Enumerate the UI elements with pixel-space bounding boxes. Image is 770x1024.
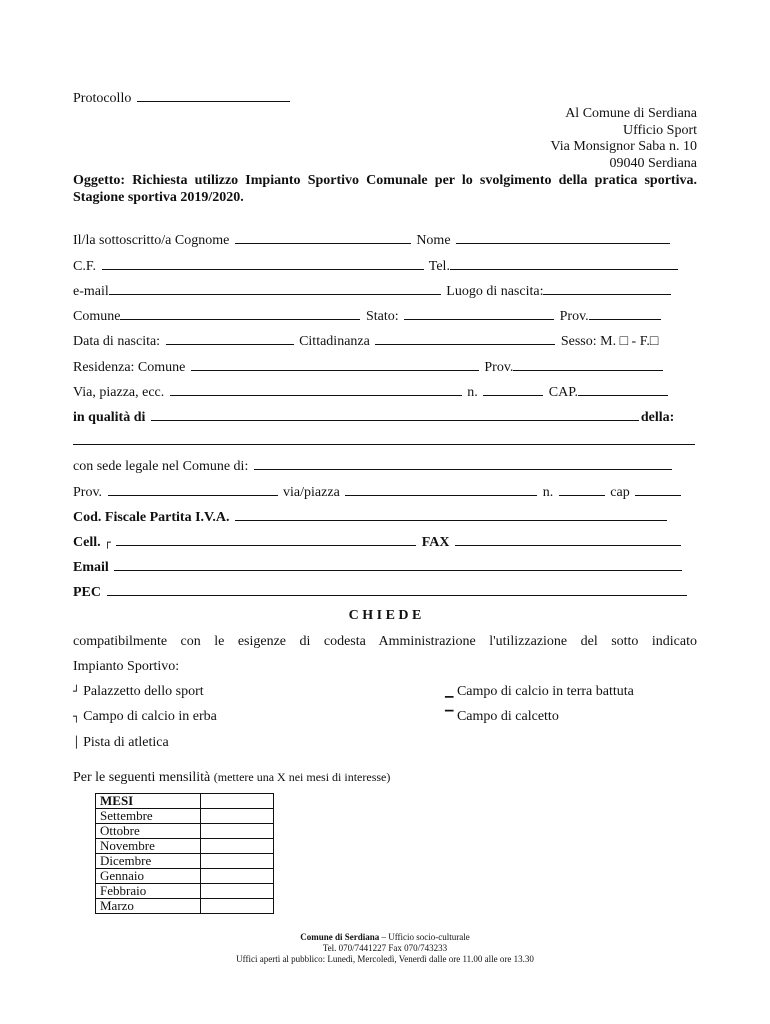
data-nascita-field[interactable]: [166, 331, 294, 345]
mese-check-cell[interactable]: [201, 809, 274, 824]
cf-label: C.F.: [73, 259, 97, 274]
checkbox-icon[interactable]: │: [73, 736, 80, 749]
cognome-label: Il/la sottoscritto/a Cognome: [73, 233, 230, 248]
prov-label: Prov.: [559, 309, 589, 324]
row-qualita: [73, 407, 674, 426]
footer-org: Comune di Serdiana: [300, 932, 380, 942]
mensilita-line: [73, 769, 390, 786]
pec-label: PEC: [73, 585, 101, 600]
qualita-field[interactable]: [151, 407, 639, 421]
option-calcetto[interactable]: [445, 708, 559, 725]
table-row: [96, 824, 274, 839]
cap-label: CAP.: [548, 385, 578, 400]
prov2-field[interactable]: [513, 357, 663, 371]
row-pec: [73, 582, 689, 601]
option-terra-battuta[interactable]: [445, 683, 634, 700]
mese-label: Dicembre: [96, 854, 201, 869]
table-row: [96, 869, 274, 884]
stato-field[interactable]: [404, 306, 554, 320]
cod-fiscale-field[interactable]: [235, 507, 667, 521]
row-comune-stato-prov: [73, 306, 663, 325]
table-row: [96, 854, 274, 869]
row-residenza: [73, 357, 665, 376]
cap2-label: cap: [610, 485, 630, 500]
fax-label: FAX: [421, 535, 450, 550]
luogo-nascita-label: Luogo di nascita:: [446, 284, 544, 299]
table-row: [96, 884, 274, 899]
option-pista[interactable]: [73, 734, 169, 751]
cognome-field[interactable]: [235, 230, 411, 244]
checkbox-icon[interactable]: ┘: [73, 685, 80, 698]
pec-field[interactable]: [107, 582, 687, 596]
recipient-line-4: 09040 Serdiana: [609, 156, 697, 171]
nome-field[interactable]: [456, 230, 670, 244]
footer-hours: Uffici aperti al pubblico: Lunedì, Mercoledì, Venerdì dalle ore 11.00 alle ore 13.30: [236, 954, 534, 964]
oggetto-text: Oggetto: Richiesta utilizzo Impianto Sportivo Comunale per lo svolgimento della pratica sportiva. Stagione sportiva 2019/2020.: [73, 173, 697, 205]
tel-label: Tel.: [428, 259, 450, 274]
cap-field[interactable]: [578, 382, 668, 396]
footer-contacts: Tel. 070/7441227 Fax 070/743233: [322, 943, 448, 953]
fax-field[interactable]: [455, 532, 681, 546]
sede-legale-field[interactable]: [254, 456, 672, 470]
n2-label: n.: [542, 485, 554, 500]
mese-label: Marzo: [96, 899, 201, 914]
prov-field[interactable]: [589, 306, 661, 320]
protocollo-label: Protocollo: [73, 91, 132, 106]
mesi-table: [95, 793, 274, 914]
row-cf-tel: [73, 256, 680, 275]
row-email-luogo: [73, 281, 673, 300]
via-label: Via, piazza, ecc.: [73, 385, 165, 400]
row-sede-indirizzo: [73, 482, 683, 501]
recipient-line-3: Via Monsignor Saba n. 10: [550, 139, 697, 154]
corner-mark-icon: ┌: [104, 536, 111, 549]
n-field[interactable]: [483, 382, 543, 396]
protocollo-line: [73, 88, 292, 107]
cell-field[interactable]: [116, 532, 416, 546]
mese-check-cell[interactable]: [201, 899, 274, 914]
comune-label: Comune: [73, 309, 121, 324]
email2-label: Email: [73, 560, 109, 575]
mese-check-cell[interactable]: [201, 839, 274, 854]
table-row: [96, 839, 274, 854]
footer-line-1: [0, 932, 770, 942]
nome-label: Nome: [416, 233, 451, 248]
row-cod-fiscale: [73, 507, 669, 526]
mesi-header: MESI: [96, 794, 201, 809]
row-email2: [73, 557, 684, 576]
residenza-field[interactable]: [191, 357, 479, 371]
row-nascita-cittadinanza-sesso: [73, 331, 658, 350]
luogo-nascita-field[interactable]: [543, 281, 671, 295]
footer-office: – Ufficio socio-culturale: [381, 932, 470, 942]
della-field[interactable]: [73, 444, 695, 445]
cod-fiscale-label: Cod. Fiscale Partita I.V.A.: [73, 510, 230, 525]
erba-label: Campo di calcio in erba: [83, 709, 217, 724]
mese-label: Novembre: [96, 839, 201, 854]
checkbox-icon[interactable]: ▔: [445, 710, 454, 723]
cf-field[interactable]: [102, 256, 424, 270]
recipient-line-1: Al Comune di Serdiana: [565, 106, 697, 121]
row-cognome-nome: [73, 230, 672, 249]
protocollo-field[interactable]: [137, 88, 290, 102]
row-sede-legale: [73, 456, 674, 475]
pista-label: Pista di atletica: [83, 735, 169, 750]
stato-label: Stato:: [365, 309, 399, 324]
checkbox-icon[interactable]: ▁: [445, 685, 454, 698]
residenza-label: Residenza: Comune: [73, 360, 186, 375]
table-row: [96, 794, 274, 809]
mese-label: Settembre: [96, 809, 201, 824]
via-piazza-label: via/piazza: [283, 485, 340, 500]
sesso-label[interactable]: Sesso: M. □ - F.□: [560, 334, 659, 349]
prov3-label: Prov.: [73, 485, 103, 500]
mese-label: Ottobre: [96, 824, 201, 839]
email2-field[interactable]: [114, 557, 682, 571]
mesi-header-cell: [201, 794, 274, 809]
checkbox-icon[interactable]: ┐: [73, 710, 80, 723]
calcetto-label: Campo di calcetto: [456, 709, 559, 724]
della-label: della:: [640, 410, 675, 425]
via-field[interactable]: [170, 382, 462, 396]
option-erba[interactable]: [73, 708, 217, 725]
sede-legale-label: con sede legale nel Comune di:: [73, 459, 249, 474]
chiede-heading: C H I E D E: [348, 608, 422, 623]
via-piazza-field[interactable]: [345, 482, 537, 496]
cittadinanza-label: Cittadinanza: [299, 334, 370, 349]
mese-check-cell[interactable]: [201, 869, 274, 884]
mese-check-cell[interactable]: [201, 884, 274, 899]
comune-field[interactable]: [120, 306, 360, 320]
table-row: [96, 899, 274, 914]
cittadinanza-field[interactable]: [375, 331, 555, 345]
body-line-2: Impianto Sportivo:: [73, 659, 180, 674]
email-field[interactable]: [109, 281, 441, 295]
mese-check-cell[interactable]: [201, 824, 274, 839]
mese-label: Febbraio: [96, 884, 201, 899]
option-palazzetto[interactable]: [73, 683, 204, 700]
row-cell-fax: [73, 532, 683, 551]
email-label: e-mail: [73, 284, 109, 299]
mensilita-label: Per le seguenti mensilità: [73, 770, 211, 785]
mese-check-cell[interactable]: [201, 854, 274, 869]
tel-field[interactable]: [450, 256, 678, 270]
palazzetto-label: Palazzetto dello sport: [83, 684, 204, 699]
row-via: [73, 382, 670, 401]
mese-label: Gennaio: [96, 869, 201, 884]
body-line-1: compatibilmente con le esigenze di codesta Amministrazione l'utilizzazione del sotto indicato: [73, 634, 697, 649]
table-row: [96, 809, 274, 824]
prov2-label: Prov.: [484, 360, 514, 375]
mensilita-note: (mettere una X nei mesi di interesse): [213, 770, 391, 784]
terra-battuta-label: Campo di calcio in terra battuta: [456, 684, 634, 699]
cap2-field[interactable]: [635, 482, 681, 496]
data-nascita-label: Data di nascita:: [73, 334, 161, 349]
n-label: n.: [467, 385, 478, 400]
qualita-label: in qualità di: [73, 410, 146, 425]
cell-label: Cell.: [73, 535, 101, 550]
prov3-field[interactable]: [108, 482, 278, 496]
recipient-line-2: Ufficio Sport: [622, 123, 697, 138]
n2-field[interactable]: [559, 482, 605, 496]
